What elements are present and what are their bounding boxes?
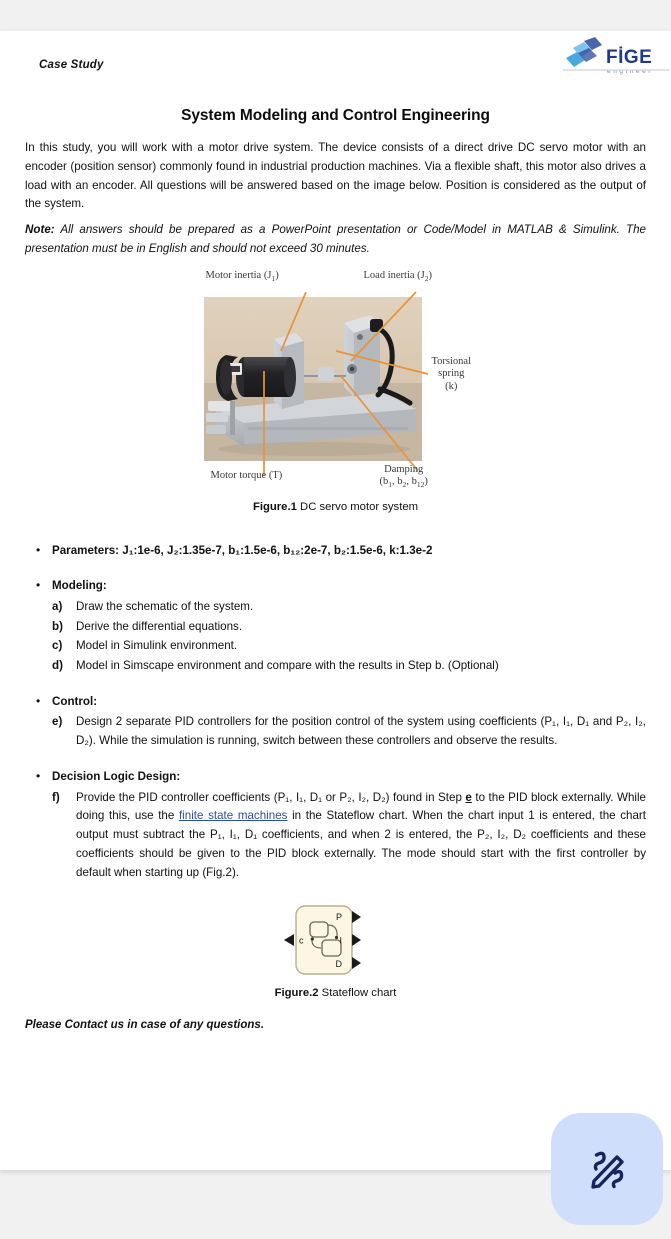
item-text: Derive the differential equations.: [76, 619, 243, 633]
label-load-inertia: Load inertia $(J_2)$: [363, 269, 433, 283]
item-letter: a): [52, 599, 63, 613]
finite-state-machines-link[interactable]: finite state machines: [178, 809, 288, 823]
state-bubble-2: [322, 940, 341, 956]
spacer: [25, 755, 646, 768]
label-torsional-spring: Torsional spring (k): [431, 355, 472, 393]
modeling-head: Modeling:: [52, 579, 107, 593]
state-bubble-1: [310, 922, 328, 937]
intro-paragraph: In this study, you will work with a motor drive system. The device consists of a direct drive DC servo motor with an encoder (position sensor) commonly found in industrial production machines. Via a flexible shaft, this motor also drives a load with an encoder. All questions will be answered based on the image below. Position is considered as the output of the system.: [25, 141, 646, 211]
item-letter: b): [52, 619, 63, 633]
stateflow-output-label-d: D: [335, 959, 342, 970]
control-head: Control:: [52, 694, 98, 708]
figure-1-caption: [25, 501, 646, 513]
stateflow-output-label-i: I: [338, 935, 342, 946]
leader-lines: [264, 292, 428, 476]
item-text: Draw the schematic of the system.: [76, 599, 254, 613]
note-label: Note:: [25, 223, 55, 237]
spacer: [25, 564, 646, 577]
fige-logo: [551, 36, 671, 88]
figure-2-stage: [266, 898, 406, 984]
signature-button[interactable]: [551, 1113, 663, 1225]
bullet-decision-logic: [25, 768, 646, 882]
stateflow-chart-block: [266, 898, 406, 984]
decision-text-part1: Provide the PID controller coefficients (P₁, I₁, D₁ or P₂, I₂, D₂) found in Step: [76, 790, 466, 804]
figure-2: [25, 898, 646, 999]
output-port-arrow-p: [352, 911, 361, 923]
decision-step-ref: e: [465, 790, 472, 804]
bullet-control: [25, 693, 646, 751]
label-motor-inertia: Motor inertia $(J_1)$: [205, 269, 279, 283]
label-damping: Damping ($b_1$, $b_2$, $b_{12}$): [379, 463, 428, 490]
item-text: Design 2 separate PID controllers for the position control of the system using coefficients (P₁, I₁, D₁ and P₂, I₂, D₂). While the simulation is running, switch between these controllers and observe the results.: [76, 715, 646, 748]
stateflow-output-label-p: P: [335, 912, 342, 923]
page-title: System Modeling and Control Engineering: [181, 107, 490, 124]
figure-1: [25, 266, 646, 528]
parameters-values: J₁:1e-6, J₂:1.35e-7, b₁:1.5e-6, b₁₂:2e-7, b₂:1.5e-6, k:1.3e-2: [119, 543, 433, 557]
list-item: [52, 637, 646, 656]
decision-head: Decision Logic Design:: [52, 770, 181, 784]
fige-logo-wordmark: FİGE: [606, 47, 653, 68]
list-item: [52, 657, 646, 676]
figure-1-caption-text: DC servo motor system: [296, 500, 419, 513]
modeling-sub-list: [52, 598, 646, 676]
bullet-modeling: [25, 577, 646, 676]
figure-1-stage: [186, 266, 486, 498]
control-sub-list: [52, 713, 646, 751]
leader-torsional-spring: [336, 351, 428, 374]
stateflow-input-label: c: [298, 935, 303, 946]
note-paragraph: [25, 221, 646, 259]
decision-text-part2: to the PID block externally. While doing this, use the: [76, 790, 646, 823]
figure-2-caption-label: Figure.2: [274, 987, 319, 1000]
list-item: [52, 598, 646, 617]
figure-2-caption: [25, 987, 646, 999]
list-item: [52, 789, 646, 883]
leader-damping: [341, 376, 418, 471]
fige-logo-tagline: engineer: [607, 68, 654, 75]
decision-text-part3: in the Stateflow chart. When the chart input 1 is entered, the chart output must subtract the P₁, I₁, D₁ coefficients, and when 2 is entered, the P₂, I₂, D₂ coefficients and these coefficients should be given to the PID block externally. The mode should start with the first controller by default when starting up (Fig.2).: [76, 809, 646, 879]
case-study-label: Case Study: [39, 59, 104, 71]
document-page: [0, 31, 671, 1170]
decision-sub-list: [52, 789, 646, 883]
list-item: [52, 618, 646, 637]
output-port-arrow-i: [352, 934, 361, 946]
leader-motor-inertia: [281, 292, 306, 351]
spacer: [25, 680, 646, 693]
closing-note: Please Contact us in case of any questions.: [25, 1019, 265, 1032]
figure-2-caption-text: Stateflow chart: [318, 987, 397, 1000]
leader-load-inertia: [351, 292, 416, 361]
fige-logo-svg: [551, 36, 671, 88]
item-letter: e): [52, 715, 63, 729]
list-item: [52, 713, 646, 751]
logo-diamond-mark: [566, 37, 602, 67]
output-port-arrow-d: [352, 957, 361, 969]
parameters-head: Parameters:: [52, 543, 120, 557]
requirements-list: [25, 542, 646, 883]
note-text: All answers should be prepared as a PowerPoint presentation or Code/Model in MATLAB & Simulink. The presentation must be in English and should not exceed 30 minutes.: [25, 223, 646, 255]
label-motor-torque: Motor torque (T): [210, 469, 283, 481]
input-port-arrow: [284, 934, 294, 946]
item-letter: c): [52, 639, 63, 653]
figure-1-caption-label: Figure.1: [252, 500, 297, 513]
item-text: Model in Simulink environment.: [76, 639, 238, 653]
item-letter: f): [52, 790, 60, 804]
document-header: [25, 31, 654, 93]
item-text: Model in Simscape environment and compare with the results in Step b. (Optional): [76, 659, 499, 673]
signature-pen-icon: [581, 1143, 633, 1195]
bullet-parameters: [25, 542, 646, 561]
item-letter: d): [52, 659, 63, 673]
